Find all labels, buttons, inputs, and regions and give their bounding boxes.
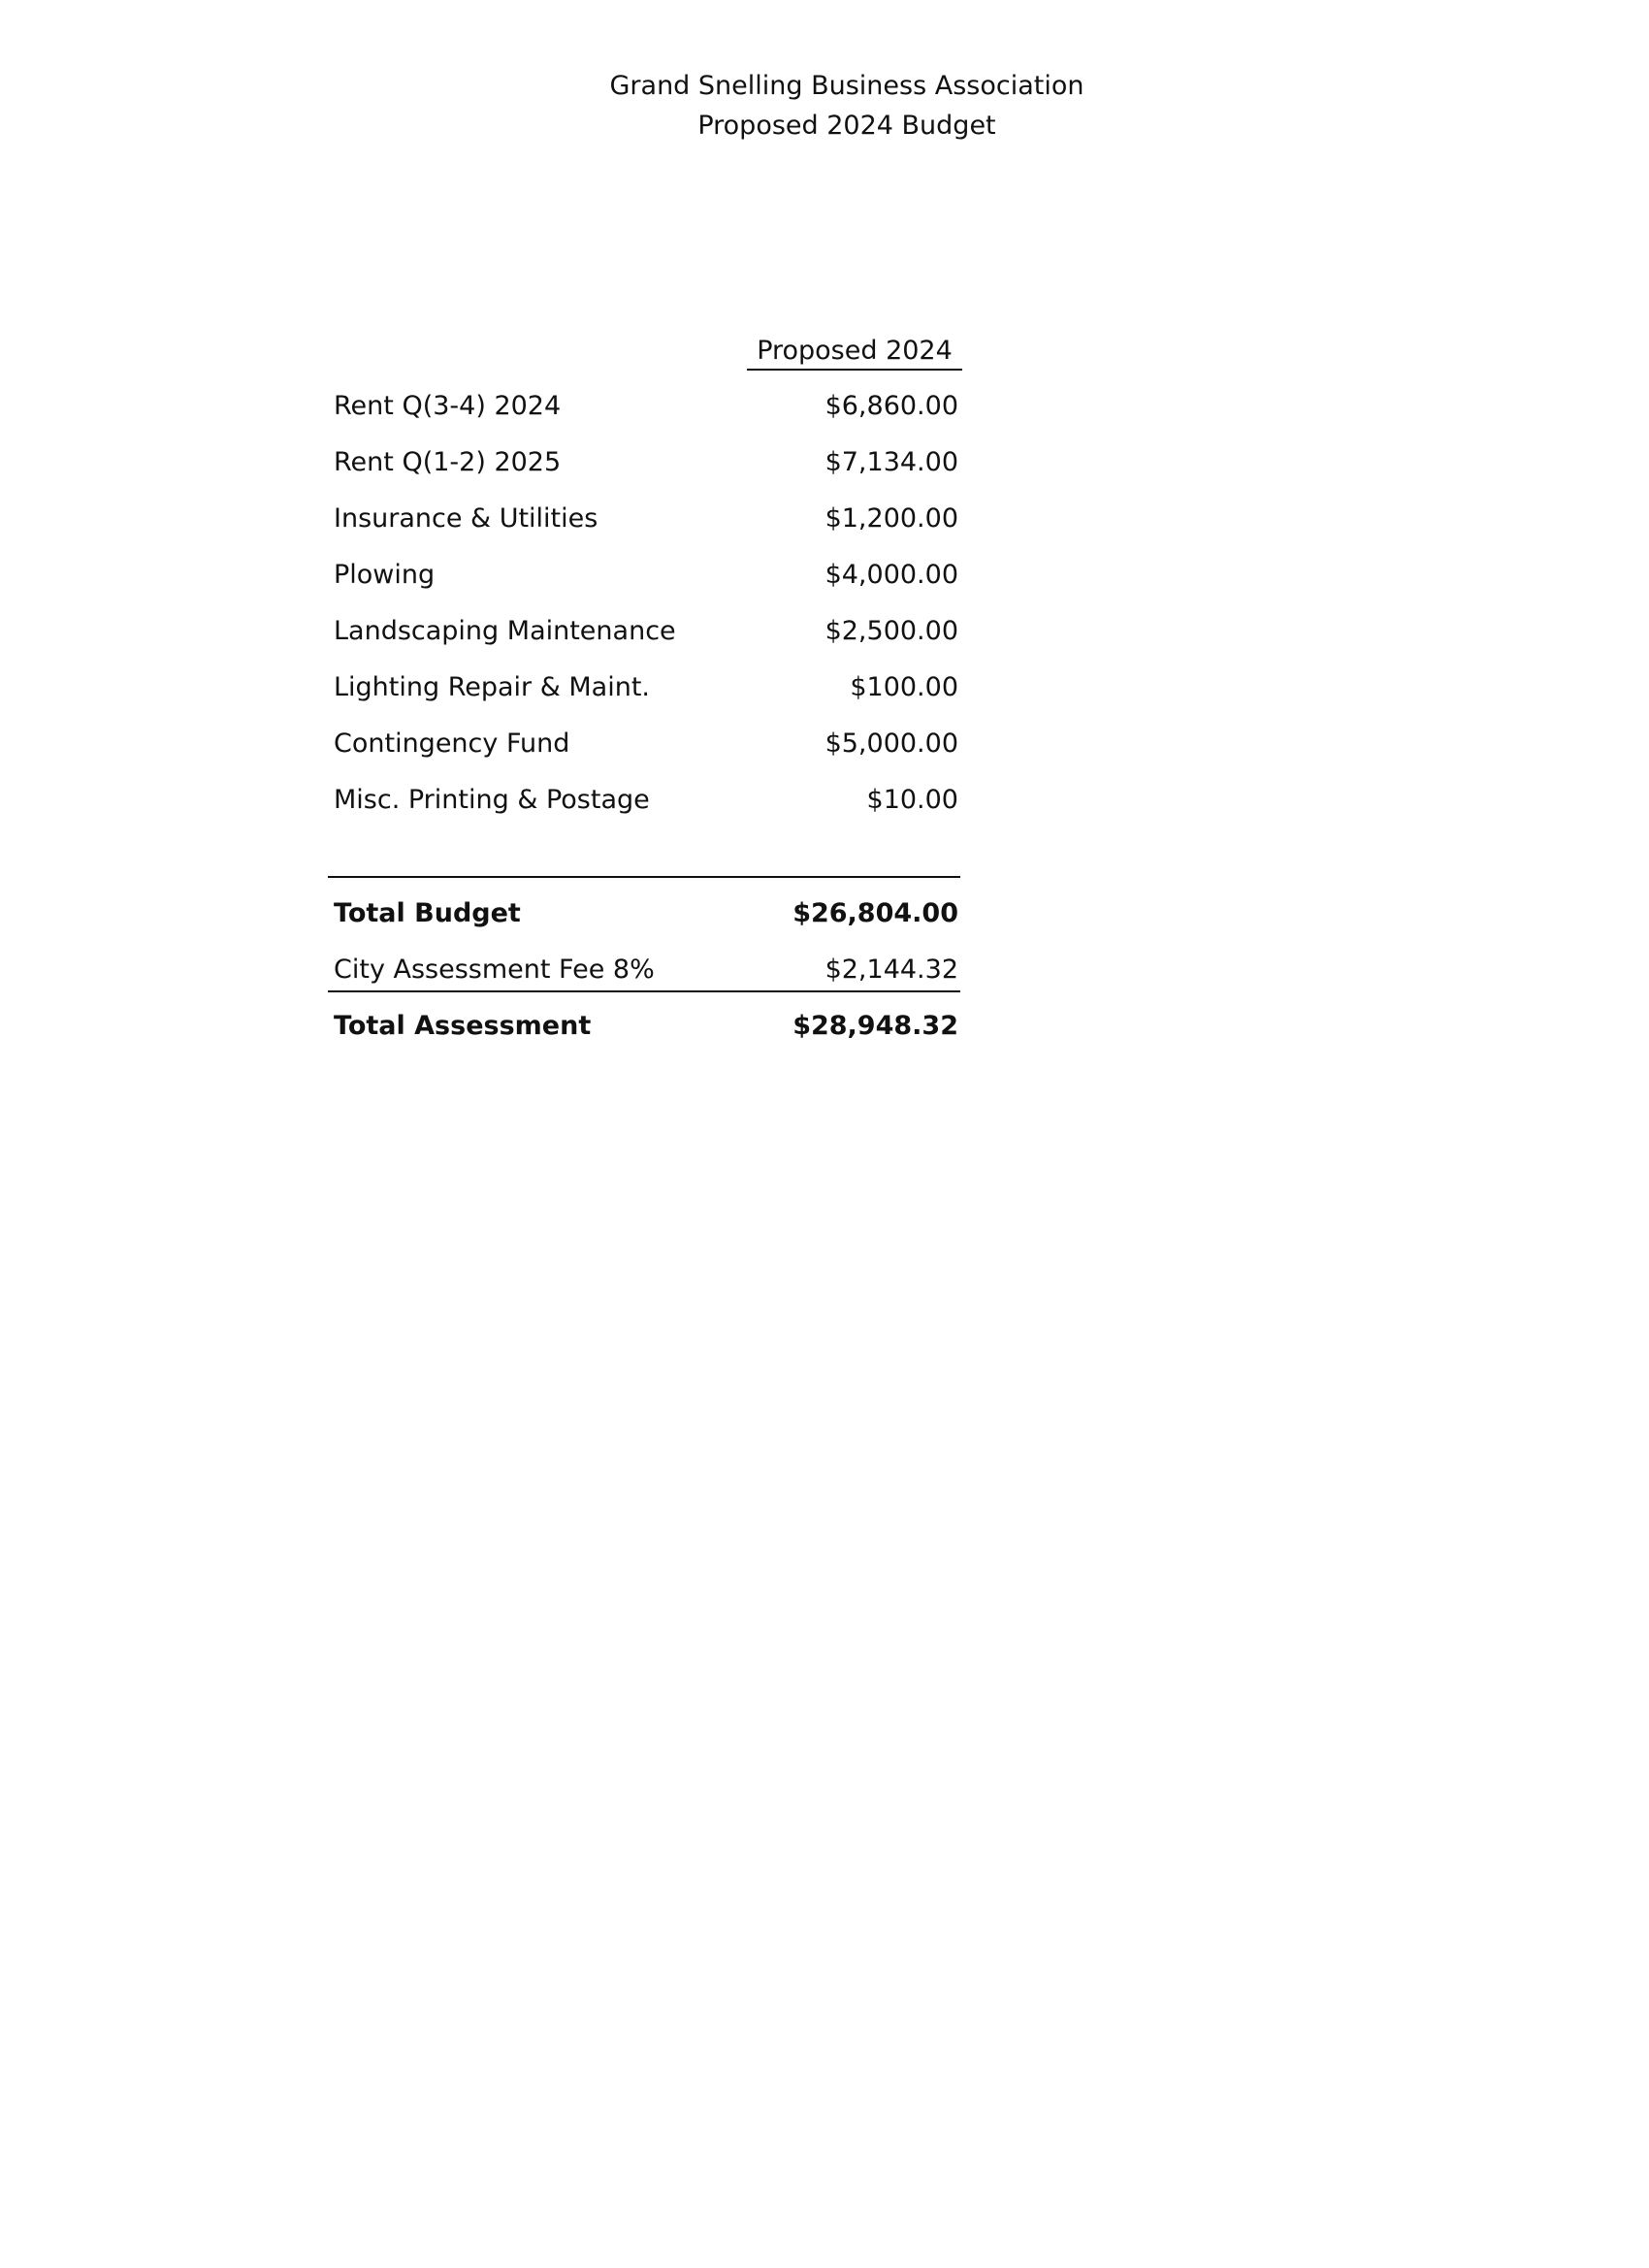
row-label: Rent Q(1-2) 2025: [334, 447, 562, 477]
row-label: Misc. Printing & Postage: [334, 785, 650, 815]
organization-name: Grand Snelling Business Association: [609, 71, 1084, 101]
column-header-proposed: Proposed 2024: [757, 336, 953, 366]
total-budget-label: Total Budget: [334, 898, 521, 928]
document-title: Proposed 2024 Budget: [697, 111, 996, 141]
city-fee-label: City Assessment Fee 8%: [334, 955, 655, 985]
row-label: Rent Q(3-4) 2024: [334, 391, 562, 421]
budget-row: [334, 668, 958, 707]
city-fee-row: [334, 951, 958, 989]
budget-row: [334, 500, 958, 538]
row-label: Insurance & Utilities: [334, 503, 598, 534]
total-budget-row: [334, 894, 958, 933]
total-budget-amount: $26,804.00: [792, 898, 958, 928]
budget-row: [334, 443, 958, 482]
total-assessment-amount: $28,948.32: [792, 1011, 958, 1041]
row-label: Lighting Repair & Maint.: [334, 672, 651, 702]
budget-row: [334, 781, 958, 820]
row-amount: $4,000.00: [824, 560, 958, 590]
budget-row: [334, 612, 958, 651]
row-label: Plowing: [334, 560, 436, 590]
row-amount: $7,134.00: [824, 447, 958, 477]
subtotal-divider: [328, 876, 960, 878]
total-assessment-row: [334, 1007, 958, 1046]
budget-row: [334, 387, 958, 426]
budget-row: [334, 725, 958, 763]
row-label: Contingency Fund: [334, 729, 570, 759]
column-header-underline: [747, 369, 962, 371]
row-amount: $5,000.00: [824, 729, 958, 759]
city-fee-amount: $2,144.32: [824, 955, 958, 985]
row-amount: $6,860.00: [824, 391, 958, 421]
total-divider: [328, 990, 960, 992]
row-amount: $10.00: [866, 785, 958, 815]
row-label: Landscaping Maintenance: [334, 616, 676, 646]
row-amount: $100.00: [850, 672, 958, 702]
row-amount: $2,500.00: [824, 616, 958, 646]
budget-row: [334, 556, 958, 595]
total-assessment-label: Total Assessment: [334, 1011, 592, 1041]
row-amount: $1,200.00: [824, 503, 958, 534]
